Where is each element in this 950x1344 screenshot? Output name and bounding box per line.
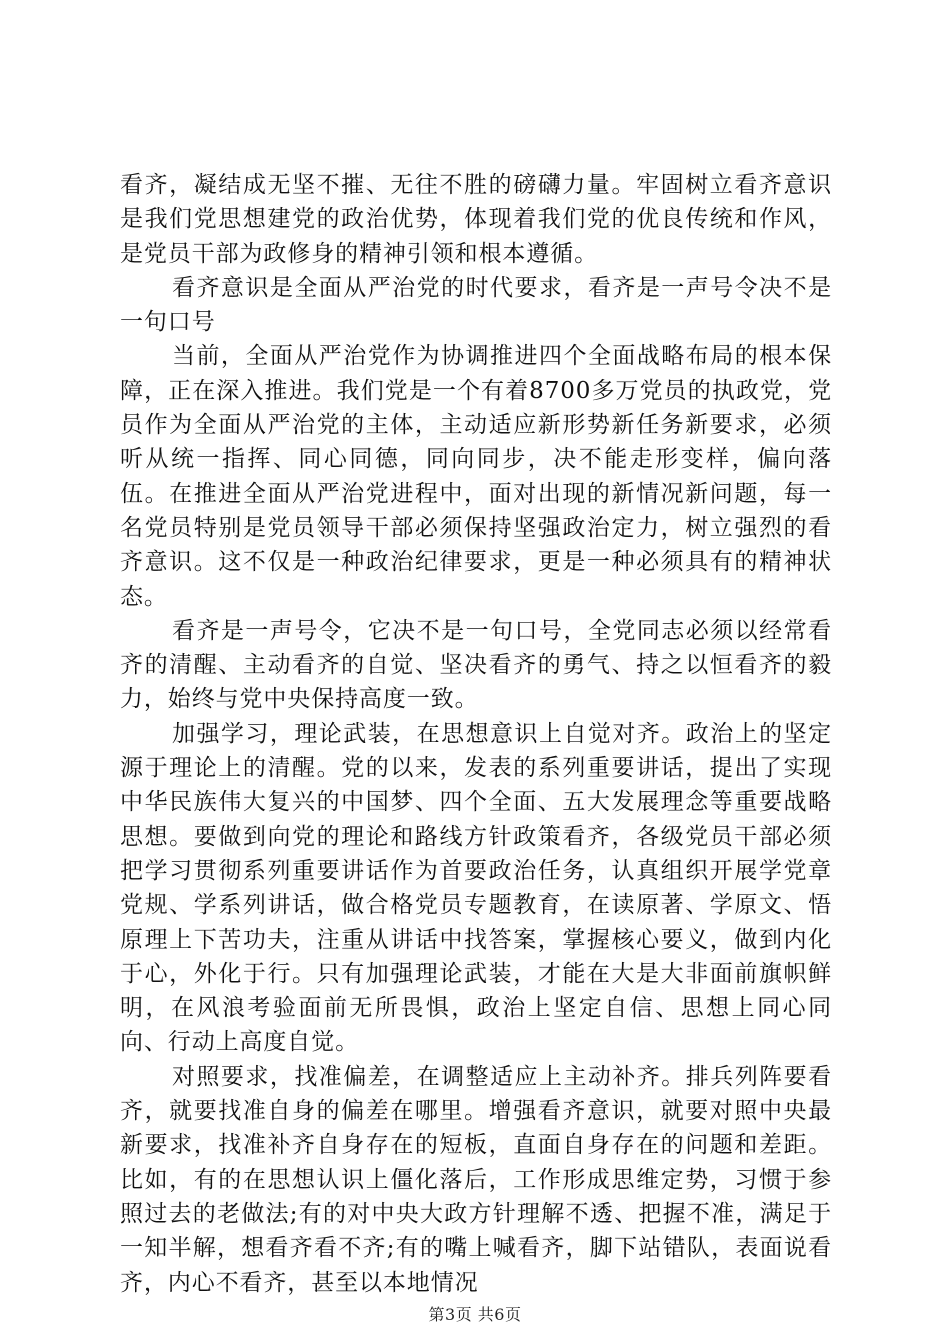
paragraph-study-theory: 加强学习，理论武装，在思想意识上自觉对齐。政治上的坚定源于理论上的清醒。党的以来，发表的系列重要讲话，提出了实现中华民族伟大复兴的中国梦、四个全面、五大发展理念等重要战略思想。要做到向党的理论和路线方针政策看齐，各级党员干部必须把学习贯彻系列重要讲话作为首要政治任务，认真组织开展学党章党规、学系列讲话，做合格党员专题教育，在读原著、学原文、悟原理上下苦功夫，注重从讲话中找答案，掌握核心要义，做到内化于心，外化于行。只有加强理论武装，才能在大是大非面前旗帜鲜明，在风浪考验面前无所畏惧，政治上坚定自信、思想上同心同向、行动上高度自觉。	[120, 720, 832, 1056]
page-footer: 第3页 共6页	[428, 1305, 522, 1324]
paragraph-current-situation: 当前，全面从严治党作为协调推进四个全面战略布局的根本保障，正在深入推进。我们党是一个有着8700多万党员的执政党，党员作为全面从严治党的主体，主动适应新形势新任务新要求，必须听从统一指挥、同心同德，同向同步，决不能走形变样，偏向落伍。在推进全面从严治党进程中，面对出现的新情况新问题，每一名党员特别是党员领导干部必须保持坚强政治定力，树立强烈的看齐意识。这不仅是一种政治纪律要求，更是一种必须具有的精神状态。	[120, 343, 832, 610]
paragraph-heading-line: 看齐意识是全面从严治党的时代要求，看齐是一声号令决不是一句口号	[120, 274, 832, 336]
document-body	[120, 168, 832, 1300]
paragraph-continuation: 看齐，凝结成无坚不摧、无往不胜的磅礴力量。牢固树立看齐意识是我们党思想建党的政治优势，体现着我们党的优良传统和作风，是党员干部为政修身的精神引领和根本遵循。	[120, 172, 832, 267]
paragraph-find-deviation: 对照要求，找准偏差，在调整适应上主动补齐。排兵列阵要看齐，就要找准自身的偏差在哪里。增强看齐意识，就要对照中央最新要求，找准补齐自身存在的短板，直面自身存在的问题和差距。比如，有的在思想认识上僵化落后，工作形成思维定势，习惯于参照过去的老做法;有的对中央大政方针理解不透、把握不准，满足于一知半解，想看齐看不齐;有的嘴上喊看齐，脚下站错队，表面说看齐，内心不看齐，甚至以本地情况	[120, 1063, 832, 1296]
paragraph-command: 看齐是一声号令，它决不是一句口号，全党同志必须以经常看齐的清醒、主动看齐的自觉、坚决看齐的勇气、持之以恒看齐的毅力，始终与党中央保持高度一致。	[120, 617, 832, 713]
